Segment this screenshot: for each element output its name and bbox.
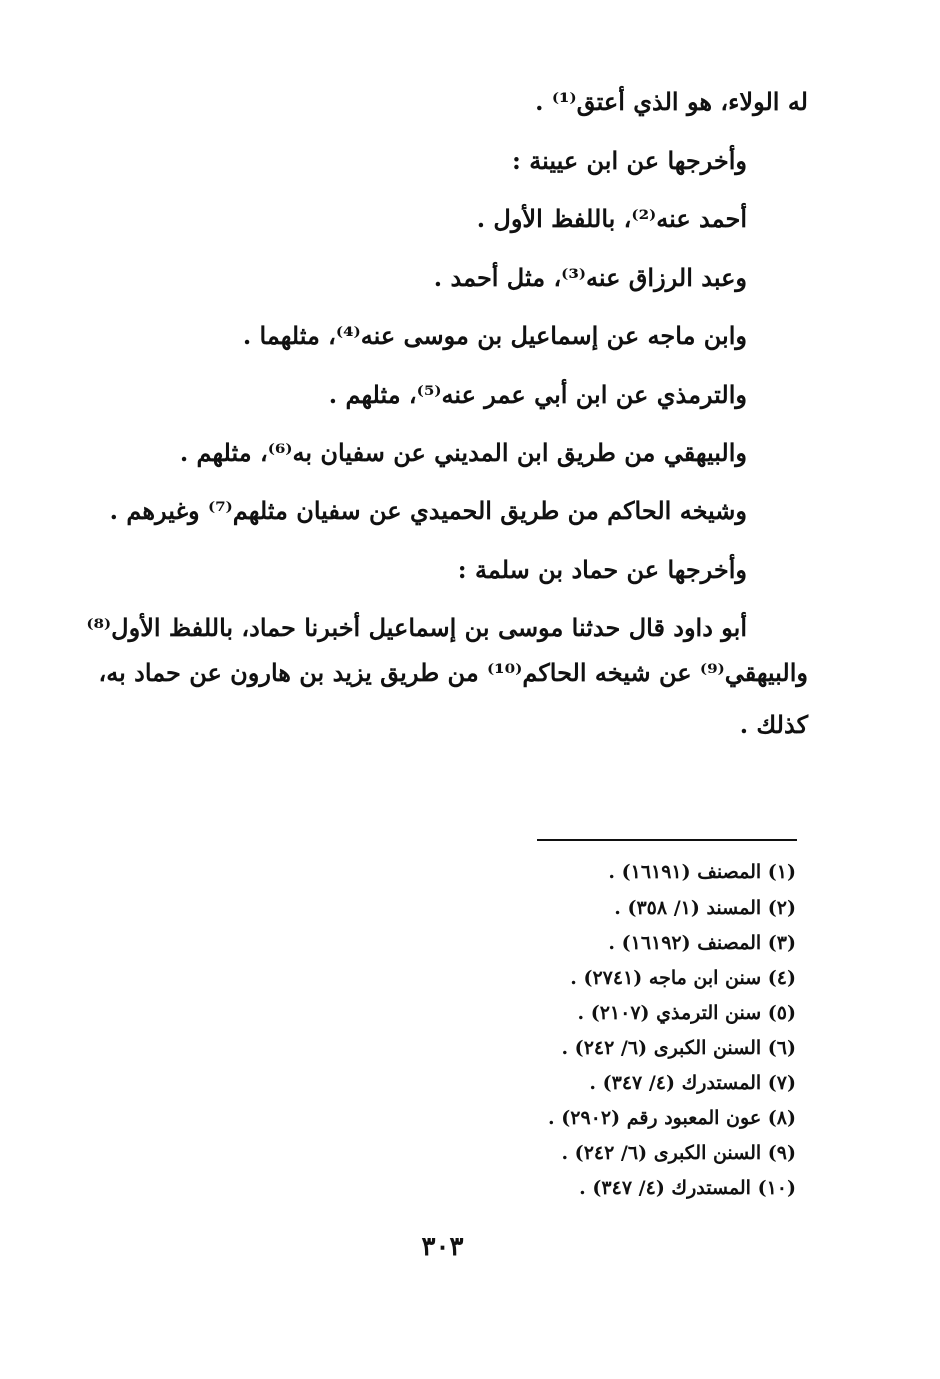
body-line-7: والبيهقي من طريق ابن المديني عن سفيان به⁽⁶⁾، مثلهم . xyxy=(179,438,747,467)
footnote-4: (٤) سنن ابن ماجه (٢٧٤١) . xyxy=(570,967,796,989)
footnote-separator xyxy=(537,839,797,841)
footnote-5: (٥) سنن الترمذي (٢١٠٧) . xyxy=(577,1002,796,1024)
footnote-3: (٣) المصنف (١٦١٩٢) . xyxy=(608,932,796,954)
footnote-9: (٩) السنن الكبرى (٦/ ٢٤٢) . xyxy=(561,1142,796,1164)
body-line-2: وأخرجها عن ابن عيينة : xyxy=(512,146,747,175)
body-line-4: وعبد الرزاق عنه⁽³⁾، مثل أحمد . xyxy=(433,263,747,292)
footnote-6: (٦) السنن الكبرى (٦/ ٢٤٢) . xyxy=(561,1037,796,1059)
body-line-11: والبيهقي⁽⁹⁾ عن شيخه الحاكم⁽¹⁰⁾ من طريق يزيد بن هارون عن حماد به، xyxy=(98,658,808,687)
body-line-9: وأخرجها عن حماد بن سلمة : xyxy=(457,555,747,584)
body-line-8: وشيخه الحاكم من طريق الحميدي عن سفيان مثلهم⁽⁷⁾ وغيرهم . xyxy=(109,496,747,525)
body-line-12: كذلك . xyxy=(739,710,808,739)
body-line-5: وابن ماجه عن إسماعيل بن موسى عنه⁽⁴⁾، مثلهما . xyxy=(242,321,747,350)
footnote-8: (٨) عون المعبود رقم (٢٩٠٢) . xyxy=(548,1107,796,1129)
body-line-1: له الولاء، هو الذي أعتق⁽¹⁾ . xyxy=(535,87,808,116)
footnote-7: (٧) المستدرك (٤/ ٣٤٧) . xyxy=(589,1072,796,1094)
footnote-2: (٢) المسند (١/ ٣٥٨) . xyxy=(614,897,796,919)
body-line-3: أحمد عنه⁽²⁾، باللفظ الأول . xyxy=(476,204,747,233)
page-number: ٣٠٣ xyxy=(421,1232,464,1262)
body-line-6: والترمذي عن ابن أبي عمر عنه⁽⁵⁾، مثلهم . xyxy=(328,380,747,409)
body-line-10: أبو داود قال حدثنا موسى بن إسماعيل أخبرنا حماد، باللفظ الأول⁽⁸⁾ xyxy=(86,613,747,642)
footnote-10: (١٠) المستدرك (٤/ ٣٤٧) . xyxy=(579,1177,796,1199)
footnote-1: (١) المصنف (١٦١٩١) . xyxy=(608,861,796,883)
